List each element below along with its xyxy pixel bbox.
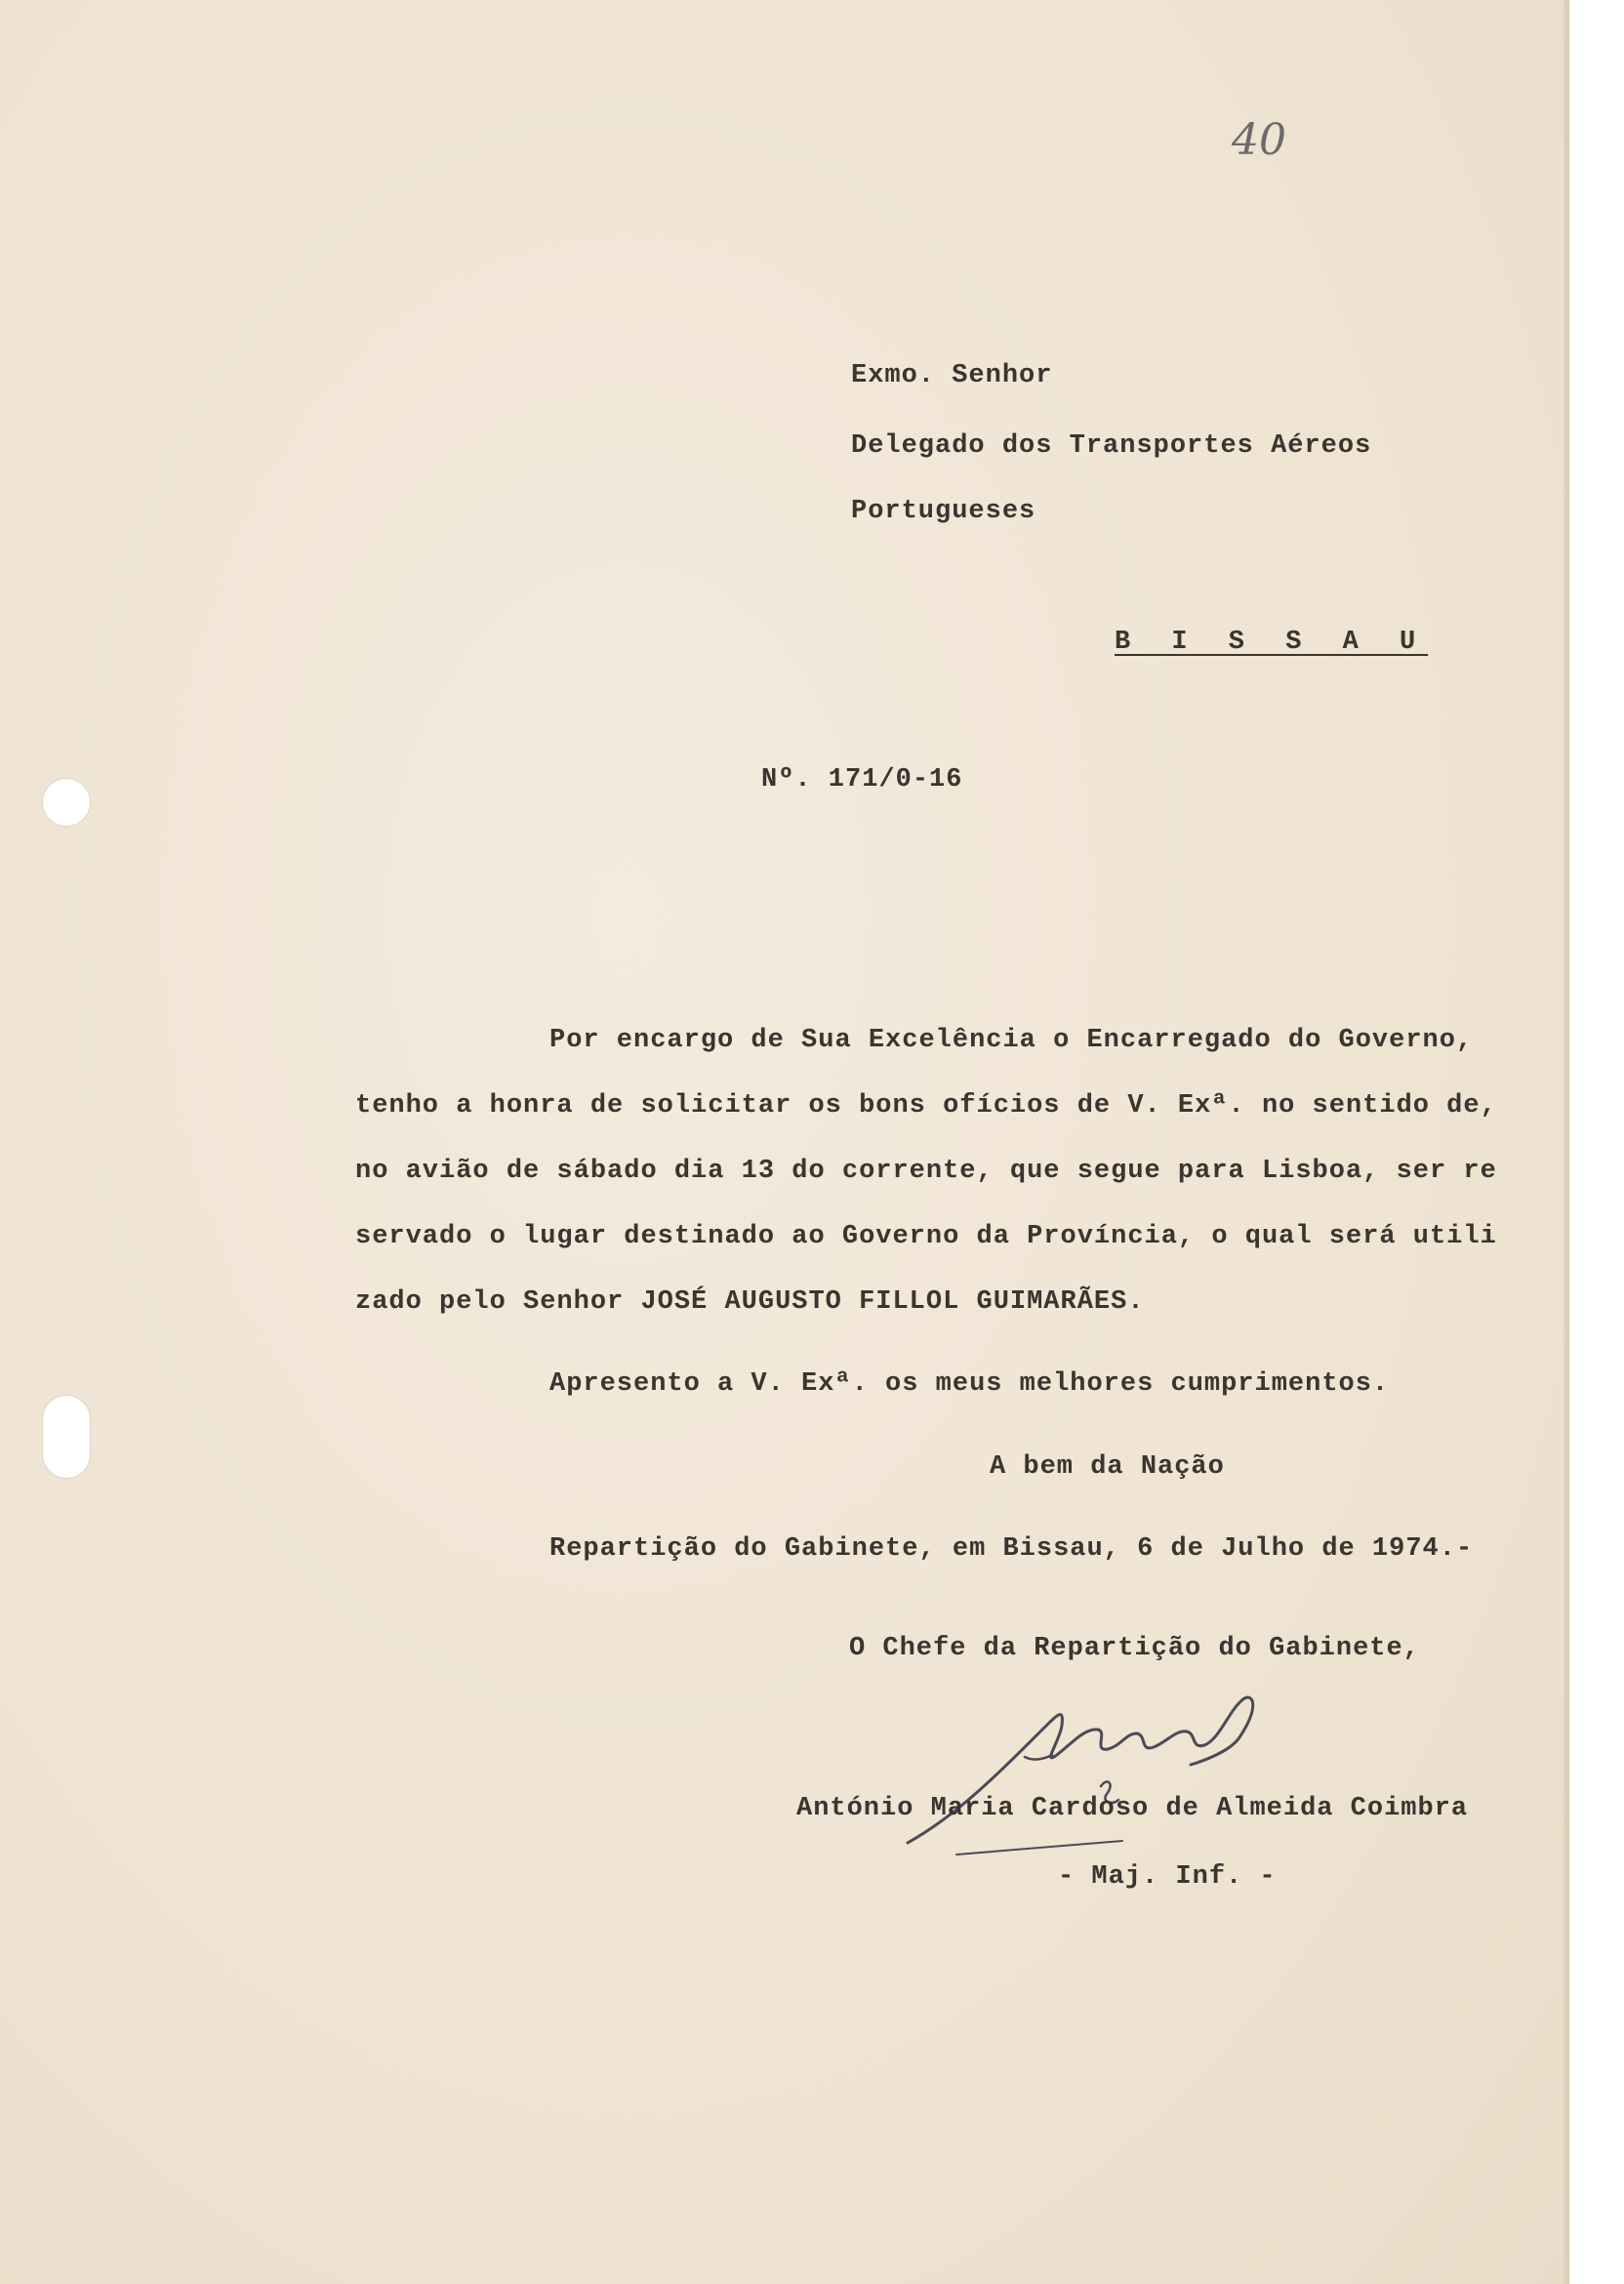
- body-line-5: zado pelo Senhor JOSÉ AUGUSTO FILLOL GUIMARÃES.: [355, 1287, 1145, 1317]
- body-line-2: tenho a honra de solicitar os bons ofícios de V. Exª. no sentido de,: [355, 1091, 1497, 1121]
- signatory-name: António Maria Cardoso de Almeida Coimbra: [796, 1794, 1469, 1823]
- page-edge: [1563, 0, 1569, 2284]
- addressee-line-3: Portugueses: [851, 497, 1036, 526]
- punch-hole-top: [43, 779, 90, 826]
- addressee-line-2: Delegado dos Transportes Aéreos: [851, 431, 1372, 461]
- punch-hole-bottom: [43, 1396, 90, 1478]
- folio-number: 40: [1232, 115, 1286, 165]
- place-and-date: Repartição do Gabinete, em Bissau, 6 de Julho de 1974.-: [549, 1534, 1474, 1564]
- closing-greeting: Apresento a V. Exª. os meus melhores cumprimentos.: [549, 1369, 1390, 1399]
- reference-number: Nº. 171/0-16: [761, 765, 963, 795]
- closing-motto: A bem da Nação: [990, 1452, 1225, 1482]
- handwritten-signature: [898, 1669, 1308, 1864]
- body-line-4: servado o lugar destinado ao Governo da Província, o qual será utili: [355, 1222, 1497, 1251]
- signatory-rank: - Maj. Inf. -: [1058, 1862, 1277, 1892]
- body-line-3: no avião de sábado dia 13 do corrente, que segue para Lisboa, ser re: [355, 1157, 1497, 1186]
- addressee-line-1: Exmo. Senhor: [851, 361, 1053, 390]
- addressee-city: B I S S A U: [1115, 628, 1429, 657]
- body-line-1: Por encargo de Sua Excelência o Encarregado do Governo,: [549, 1026, 1474, 1055]
- signatory-role: O Chefe da Repartição do Gabinete,: [849, 1634, 1420, 1663]
